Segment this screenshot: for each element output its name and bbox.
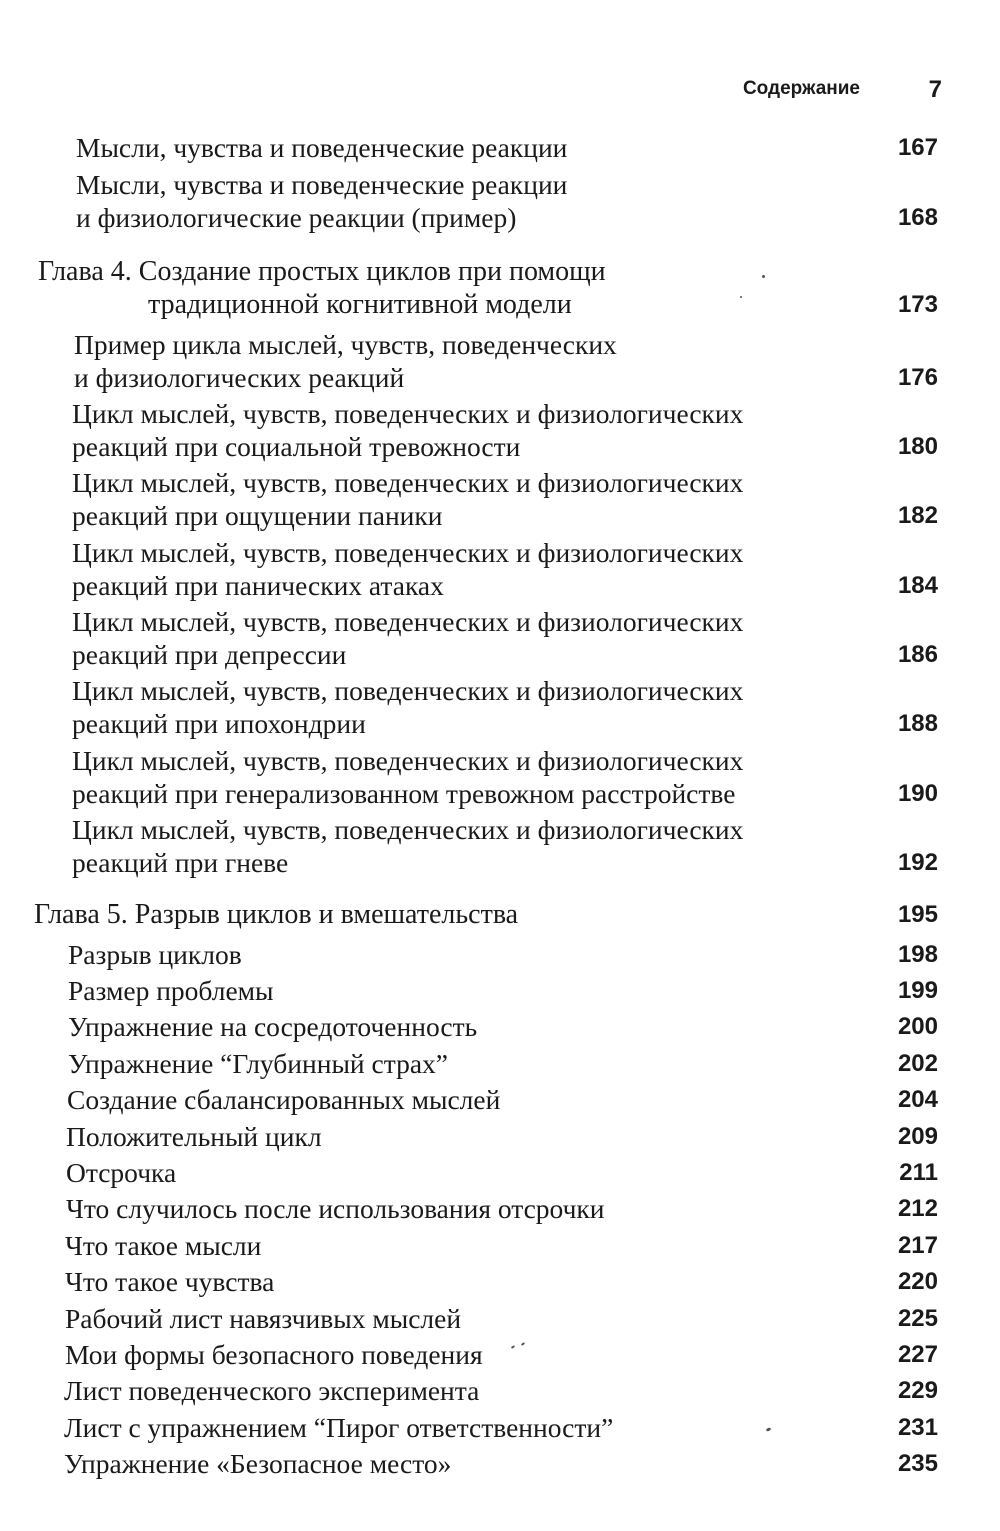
toc-chapter-title: Глава 4. Создание простых циклов при помощи xyxy=(38,256,606,287)
toc-chapter-title: Глава 5. Разрыв циклов и вмешательства xyxy=(34,899,519,930)
toc-page-number: 199 xyxy=(897,977,938,1004)
toc-entry xyxy=(0,1338,1000,1371)
toc-entry-title: Цикл мыслей, чувств, поведенческих и физиологических xyxy=(72,467,744,498)
toc-page-number: 217 xyxy=(897,1232,938,1259)
toc-entry-title-cont: реакций при социальной тревожности xyxy=(72,431,521,462)
toc-entry-title: Что такое мысли xyxy=(65,1230,262,1261)
toc-chapter-title-cont: традиционной когнитивной модели xyxy=(148,289,572,320)
toc-entry-title: Что такое чувства xyxy=(65,1266,275,1297)
toc-page-number: 173 xyxy=(897,291,938,318)
toc-entry-title-cont: реакций при панических атаках xyxy=(72,570,444,601)
toc-page-number: 180 xyxy=(897,433,938,460)
toc-entry-title: Создание сбалансированных мыслей xyxy=(67,1084,501,1115)
toc-entry xyxy=(0,1192,1000,1225)
page-number: 7 xyxy=(928,76,942,103)
toc-entry xyxy=(0,1302,1000,1335)
toc-entry-title: Упражнение «Безопасное место» xyxy=(64,1448,452,1479)
toc-page-number: 198 xyxy=(897,941,938,968)
toc-entry-title: Лист с упражнением “Пирог ответственности” xyxy=(64,1412,614,1443)
toc-entry xyxy=(0,397,1000,463)
toc-page-number: 204 xyxy=(897,1086,938,1113)
toc-entry xyxy=(0,1374,1000,1407)
toc-entry-title: Цикл мыслей, чувств, поведенческих и физиологических xyxy=(72,606,744,637)
toc-entry-title-cont: реакций при генерализованном тревожном расстройстве xyxy=(72,778,736,809)
toc-entry xyxy=(0,1447,1000,1480)
toc-page-number: 211 xyxy=(899,1159,938,1186)
toc-entry-title-cont: реакций при ощущении паники xyxy=(72,500,443,531)
running-header-title: Содержание xyxy=(742,78,860,99)
toc-entry xyxy=(0,1156,1000,1189)
toc-page-number: 182 xyxy=(897,502,938,529)
running-header xyxy=(0,76,1000,106)
toc-entry xyxy=(0,1120,1000,1153)
toc-entry xyxy=(0,1265,1000,1298)
toc-page-number: 184 xyxy=(897,572,938,599)
toc-entry xyxy=(0,328,1000,394)
toc-entry xyxy=(0,605,1000,671)
toc-page-number: 200 xyxy=(897,1013,938,1040)
toc-entry xyxy=(0,674,1000,740)
toc-page-number: 188 xyxy=(897,710,938,737)
toc-page-number: 186 xyxy=(897,641,938,668)
toc-page-number: 190 xyxy=(897,780,938,807)
toc-entry-title: Разрыв циклов xyxy=(68,939,242,970)
toc-entry-title: Что случилось после использования отсрочки xyxy=(66,1193,605,1224)
toc-entry-title: Упражнение “Глубинный страх” xyxy=(68,1048,448,1079)
toc-entry xyxy=(0,168,1000,234)
toc-page-number: 225 xyxy=(897,1305,938,1332)
toc-entry xyxy=(0,1411,1000,1444)
toc-entry-title: Мысли, чувства и поведенческие реакции xyxy=(76,132,568,163)
toc-page-number: 229 xyxy=(897,1377,938,1404)
toc-entry xyxy=(0,1229,1000,1262)
toc-entry-title: Цикл мыслей, чувств, поведенческих и физиологических xyxy=(72,537,744,568)
toc-entry-title: Пример цикла мыслей, чувств, поведенческих xyxy=(74,329,617,360)
toc-entry-title: Размер проблемы xyxy=(68,975,274,1006)
toc-entry xyxy=(0,131,1000,164)
toc-entry xyxy=(0,744,1000,810)
toc-chapter xyxy=(0,898,1000,931)
toc-entry-title: Лист поведенческого эксперимента xyxy=(64,1375,480,1406)
toc-entry-title: Рабочий лист навязчивых мыслей xyxy=(65,1303,462,1334)
toc-page-number: 202 xyxy=(897,1050,938,1077)
toc-page-number: 227 xyxy=(897,1341,938,1368)
toc-entry-title: Цикл мыслей, чувств, поведенческих и физиологических xyxy=(72,675,744,706)
toc-entry xyxy=(0,1083,1000,1116)
toc-page-number: 209 xyxy=(897,1123,938,1150)
toc-entry xyxy=(0,938,1000,971)
toc-page-number: 212 xyxy=(897,1195,938,1222)
toc-entry-title: Мои формы безопасного поведения xyxy=(65,1339,483,1370)
print-speck xyxy=(740,296,742,298)
toc-entry-title: Мысли, чувства и поведенческие реакции xyxy=(76,169,568,200)
toc-entry xyxy=(0,974,1000,1007)
toc-chapter xyxy=(0,255,1000,321)
toc-entry-title: Цикл мыслей, чувств, поведенческих и физиологических xyxy=(72,745,744,776)
toc-entry-title: Цикл мыслей, чувств, поведенческих и физиологических xyxy=(72,398,744,429)
toc-page-number: 231 xyxy=(897,1414,938,1441)
toc-entry-title-cont: и физиологических реакций xyxy=(74,362,405,393)
toc-page-number: 235 xyxy=(897,1450,938,1477)
toc-entry-title: Цикл мыслей, чувств, поведенческих и физиологических xyxy=(72,814,744,845)
toc-page-number: 195 xyxy=(897,901,938,928)
toc-entry xyxy=(0,1010,1000,1043)
toc-page-number: 167 xyxy=(897,134,938,161)
toc-entry xyxy=(0,536,1000,602)
toc-entry-title-cont: и физиологические реакции (пример) xyxy=(76,202,517,233)
toc-entry-title-cont: реакций при гневе xyxy=(72,847,289,878)
toc-entry xyxy=(0,466,1000,532)
toc-page-number: 220 xyxy=(897,1268,938,1295)
toc-entry-title: Положительный цикл xyxy=(66,1121,322,1152)
toc-page-number: 176 xyxy=(897,364,938,391)
toc-entry xyxy=(0,1047,1000,1080)
print-speck xyxy=(762,275,765,278)
toc-entry-title: Отсрочка xyxy=(66,1157,177,1188)
toc-entry-title-cont: реакций при депрессии xyxy=(72,639,347,670)
toc-entry xyxy=(0,813,1000,879)
toc-page-number: 192 xyxy=(897,849,938,876)
toc-page-number: 168 xyxy=(897,204,938,231)
toc-entry-title-cont: реакций при ипохондрии xyxy=(72,708,366,739)
toc-entry-title: Упражнение на сосредоточенность xyxy=(68,1011,478,1042)
